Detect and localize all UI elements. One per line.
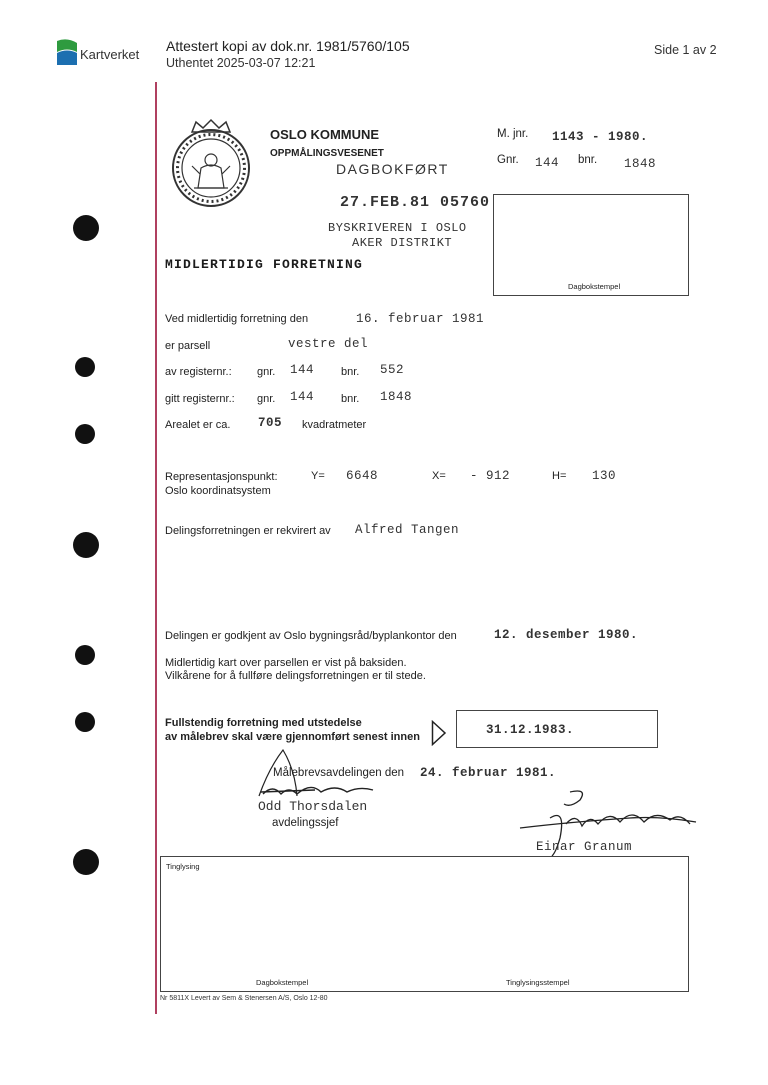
rekvirert-label: Delingsforretningen er rekvirert av xyxy=(165,525,331,537)
gnr-label: Gnr. xyxy=(497,154,519,166)
rep-label: Representasjonspunkt: xyxy=(165,471,278,483)
malebrev-date: 24. februar 1981. xyxy=(420,766,557,780)
kart-line-1: Midlertidig kart over parsellen er vist på baksiden. xyxy=(165,657,407,669)
rep-y-label: Y= xyxy=(311,470,325,482)
malebrev-label: Målebrevsavdelingen den xyxy=(273,767,405,779)
booked-stamp: DAGBOKFØRT xyxy=(336,161,449,177)
forretning-label: Ved midlertidig forretning den xyxy=(165,313,309,325)
rep-h-value: 130 xyxy=(592,469,617,483)
form-footer: Nr 5811X Levert av Sem & Stenersen A/S, Oslo 12-80 xyxy=(160,995,328,1002)
areal-value: 705 xyxy=(258,416,283,430)
punch-hole xyxy=(75,712,95,732)
rep-h-label: H= xyxy=(552,470,567,482)
av-gnr-label: gnr. xyxy=(257,366,276,378)
punch-hole xyxy=(73,215,99,241)
city-seal xyxy=(170,118,252,212)
oslo-seal-icon xyxy=(170,118,252,212)
parsell-label: er parsell xyxy=(165,340,211,352)
gitt-gnr-value: 144 xyxy=(290,390,315,404)
stamp-date: 27.FEB.81 05760 xyxy=(340,194,491,211)
gitt-bnr-value: 1848 xyxy=(380,390,413,404)
gnr-value: 144 xyxy=(535,156,560,170)
kartverket-logo xyxy=(56,38,78,66)
mjnr-value: 1143 - 1980. xyxy=(552,130,649,144)
dagbok-stamp-box xyxy=(493,194,689,296)
punch-hole xyxy=(75,645,95,665)
tinglysing-box xyxy=(160,856,689,992)
rep-x-value: - 912 xyxy=(470,469,511,483)
stamp-line-2: AKER DISTRIKT xyxy=(352,236,453,250)
kart-line-2: Vilkårene for å fullføre delingsforretningen er til stede. xyxy=(165,670,426,682)
kartverket-logo-icon xyxy=(56,38,78,66)
av-bnr-value: 552 xyxy=(380,363,405,377)
bnr-label: bnr. xyxy=(578,154,598,166)
areal-label: Arealet er ca. xyxy=(165,419,231,431)
godkjent-value: 12. desember 1980. xyxy=(494,628,639,642)
gitt-register-label: gitt registernr.: xyxy=(165,393,235,405)
document-heading: MIDLERTIDIG FORRETNING xyxy=(165,257,364,272)
fullstendig-line-1: Fullstendig forretning med utstedelse xyxy=(165,717,362,729)
signer-1-title: avdelingssjef xyxy=(272,817,339,829)
dept-name: OPPMÅLINGSVESENET xyxy=(270,148,384,159)
av-gnr-value: 144 xyxy=(290,363,315,377)
tinglysing-dagbok-label: Dagbokstempel xyxy=(256,978,309,987)
mjnr-label: M. jnr. xyxy=(497,128,529,140)
tinglysing-label: Tinglysing xyxy=(166,862,200,871)
areal-unit: kvadratmeter xyxy=(302,419,367,431)
godkjent-label: Delingen er godkjent av Oslo bygningsråd/byplankontor den xyxy=(165,630,457,642)
logo-text: Kartverket xyxy=(80,47,140,62)
punch-hole xyxy=(73,532,99,558)
bnr-value: 1848 xyxy=(624,157,657,171)
arrow-icon xyxy=(431,720,447,746)
punch-hole xyxy=(73,849,99,875)
rep-system: Oslo koordinatsystem xyxy=(165,485,271,497)
punch-hole xyxy=(75,424,95,444)
signature-thorsdalen xyxy=(255,748,385,800)
signer-2-name: Einar Granum xyxy=(536,840,633,854)
punch-hole xyxy=(75,357,95,377)
tinglysing-stempel-label: Tinglysingsstempel xyxy=(506,978,570,987)
av-register-label: av registernr.: xyxy=(165,366,232,378)
page-indicator: Side 1 av 2 xyxy=(654,43,717,57)
stamp-line-1: BYSKRIVEREN I OSLO xyxy=(328,221,467,235)
rep-y-value: 6648 xyxy=(346,469,379,483)
signer-1-name: Odd Thorsdalen xyxy=(258,799,368,814)
deadline-value: 31.12.1983. xyxy=(486,723,575,737)
av-bnr-label: bnr. xyxy=(341,366,360,378)
gitt-bnr-label: bnr. xyxy=(341,393,360,405)
document-title: Attestert kopi av dok.nr. 1981/5760/105 xyxy=(166,38,410,54)
gitt-gnr-label: gnr. xyxy=(257,393,276,405)
org-name: OSLO KOMMUNE xyxy=(270,127,380,142)
rep-x-label: X= xyxy=(432,470,446,482)
parsell-value: vestre del xyxy=(288,337,369,351)
retrieved-timestamp: Uthentet 2025-03-07 12:21 xyxy=(166,56,316,70)
fullstendig-line-2: av målebrev skal være gjennomført senest innen xyxy=(165,731,420,743)
dagbok-stamp-label: Dagbokstempel xyxy=(568,282,621,291)
rekvirert-value: Alfred Tangen xyxy=(355,523,460,537)
margin-line xyxy=(155,82,157,1014)
forretning-date: 16. februar 1981 xyxy=(356,312,485,326)
